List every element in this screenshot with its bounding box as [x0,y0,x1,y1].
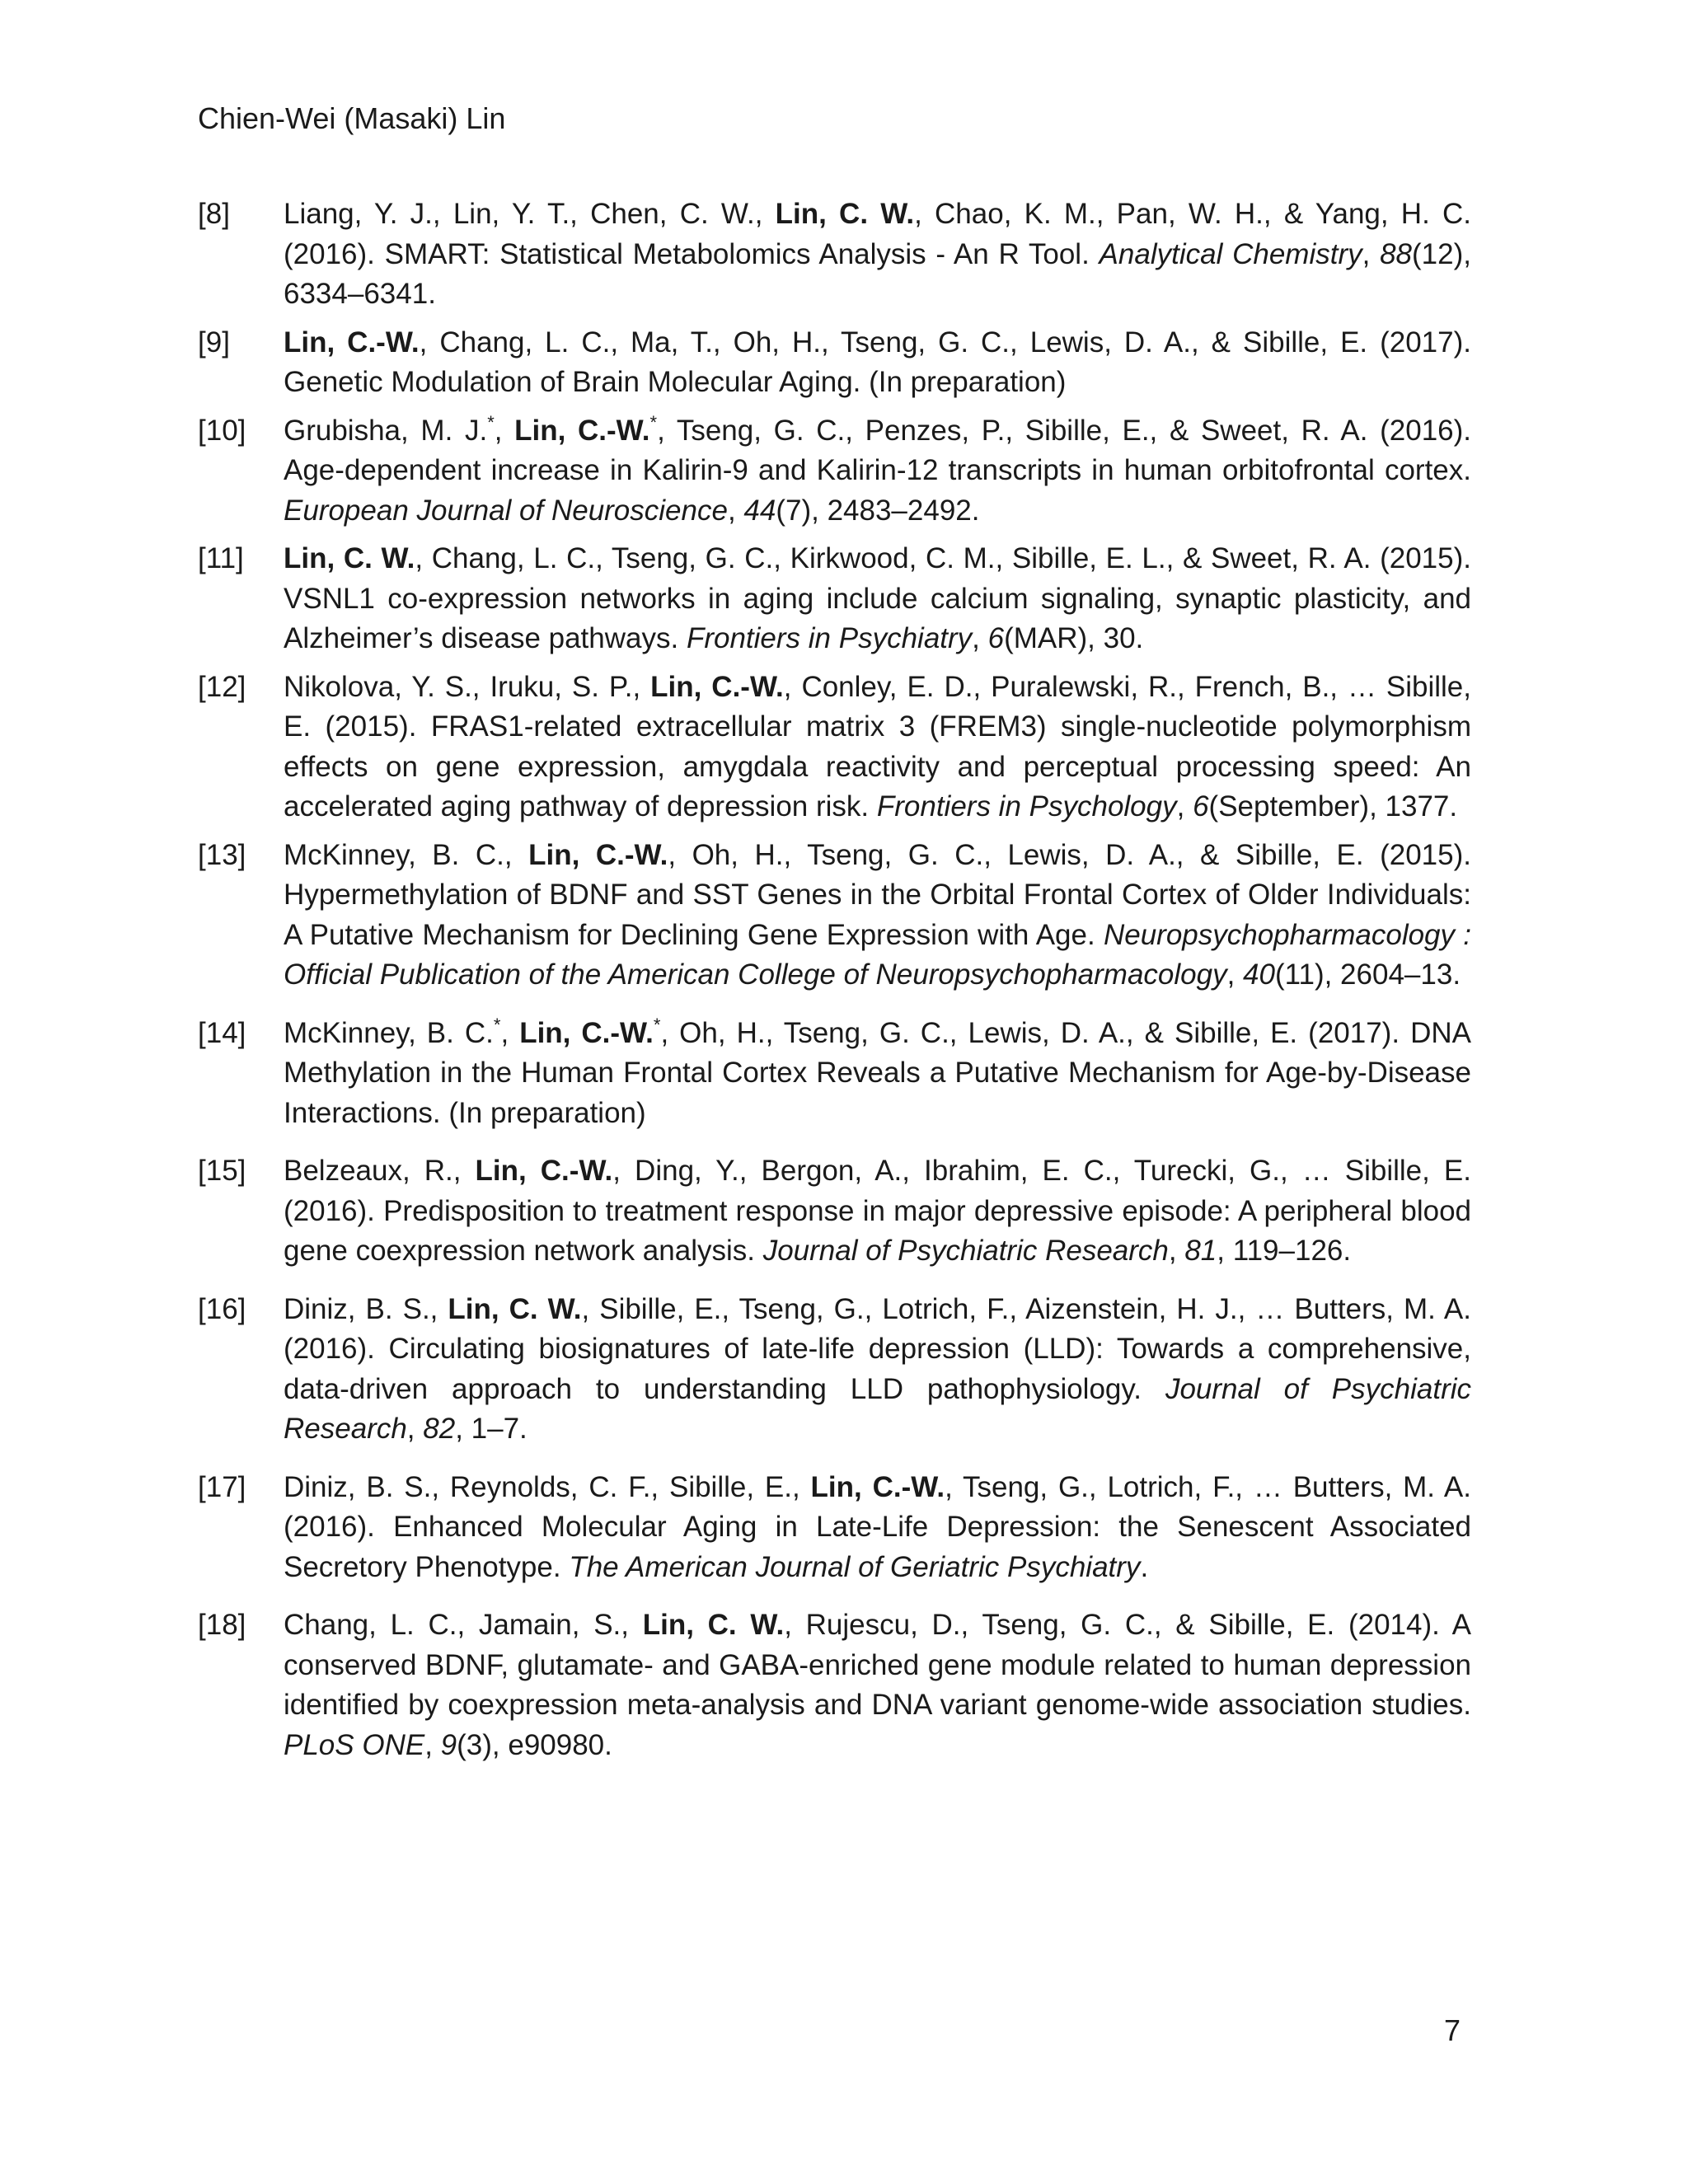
reference-number: [12] [198,670,246,703]
reference-text-segment: , [424,1728,441,1761]
author-highlight: Lin, C. W. [642,1609,785,1641]
reference-text [284,668,1471,827]
journal-title: European Journal of Neuroscience [284,494,728,527]
author-highlight: Lin, C. W. [284,542,415,574]
reference-entry [198,323,1471,403]
author-highlight: Lin, C.-W. [284,326,420,359]
journal-title: Neuropsychopharmacology : Official Publication of the American College of Neuropsychopharmacology [284,918,1471,991]
reference-entry [198,1151,1471,1272]
reference-text-segment: , [406,1413,424,1445]
journal-title: 81 [1184,1235,1217,1267]
reference-entry [198,194,1471,315]
journal-title: 88 [1380,237,1413,270]
reference-entry [198,1290,1471,1450]
author-highlight: Lin, C.-W. [810,1470,945,1503]
reference-text-segment: Liang, Y. J., Lin, Y. T., Chen, C. W., [284,198,776,230]
reference-number: [8] [198,198,230,230]
journal-title: Frontiers in Psychiatry [686,622,973,654]
reference-text [284,836,1471,996]
reference-text-segment: (7), 2483–2492. [776,494,980,527]
reference-text-segment: , [494,414,515,447]
reference-entry [198,539,1471,659]
journal-title: 40 [1243,958,1275,991]
reference-text [284,1468,1471,1588]
journal-title: PLoS ONE [284,1728,425,1761]
reference-text [284,1605,1471,1765]
reference-text-segment: (11), 2604–13. [1274,958,1461,991]
reference-text-segment: , [972,622,988,654]
reference-text-segment: , Oh, H., Tseng, G. C., Lewis, D. A., & Sibille, E. (2015). Hypermethylation of BDNF and SST Genes in the Orbital Frontal Cortex of Older Individuals: A Putative Mechanism for Declining Gene Expression with Age. [284,838,1471,951]
journal-title: Journal of Psychiatric Research [762,1235,1169,1267]
reference-entry [198,668,1471,827]
reference-text [284,1151,1471,1272]
reference-text-segment: Diniz, B. S., [284,1292,448,1325]
reference-text-segment: Nikolova, Y. S., Iruku, S. P., [284,670,651,703]
author-name-header: Chien-Wei (Masaki) Lin [198,101,506,135]
reference-text-segment: . [1140,1550,1149,1583]
reference-number: [17] [198,1470,246,1503]
reference-entry [198,411,1471,532]
author-highlight: Lin, C.-W. [475,1155,613,1187]
reference-text-segment: , Chao, K. M., Pan, W. H., & Yang, H. C. (2016). SMART: Statistical Metabolomics Analysis - An R Tool. [284,198,1472,270]
reference-text [284,411,1471,532]
author-highlight: Lin, C.-W. [650,670,784,703]
reference-entry [198,1014,1471,1134]
equal-contribution-mark: * [653,1014,661,1035]
reference-text-segment: , Rujescu, D., Tseng, G. C., & Sibille, E. (2014). A conserved BDNF, glutamate- and GABA-enriched gene module related to human depression identified by coexpression meta-analysis and DNA variant genome-wide association studies. [284,1609,1471,1721]
reference-text [284,323,1471,403]
journal-title: The American Journal of Geriatric Psychiatry [569,1550,1141,1583]
reference-number: [10] [198,414,246,447]
journal-title: 44 [743,494,776,527]
reference-list [198,194,1471,1765]
reference-text-segment: (12), 6334–6341. [284,237,1471,310]
page-number: 7 [1444,2013,1461,2047]
equal-contribution-mark: * [493,1014,501,1035]
reference-text-segment: McKinney, B. C., [284,838,529,871]
reference-text-segment: (MAR), 30. [1004,622,1144,654]
journal-title: 6 [987,622,1005,654]
reference-text-segment: , [500,1016,520,1049]
equal-contribution-mark: * [649,411,658,433]
reference-text-segment: , Chang, L. C., Tseng, G. C., Kirkwood, C. M., Sibille, E. L., & Sweet, R. A. (2015). VSNL1 co-expression networks in aging include calcium signaling, synaptic plasticity, and Alzheimer’s disease pathways. [284,542,1471,654]
reference-number: [13] [198,838,246,871]
journal-title: 82 [423,1413,456,1445]
author-highlight: Lin, C. W. [775,198,915,230]
author-highlight: Lin, C.-W. [519,1016,654,1049]
reference-text-segment: , Conley, E. D., Puralewski, R., French, B., … Sibille, E. (2015). FRAS1-related extracellular matrix 3 (FREM3) single-nucleotide polymorphism effects on gene expression, amygdala reactivity and perceptual processing speed: An accelerated aging pathway of depression risk. [284,670,1471,823]
journal-title: Frontiers in Psychology [876,790,1177,823]
journal-title: 6 [1193,790,1209,823]
reference-text-segment: (September), 1377. [1208,790,1458,823]
reference-text [284,1014,1471,1134]
reference-text-segment: (3), e90980. [457,1728,612,1761]
reference-entry [198,1605,1471,1765]
equal-contribution-mark: * [487,411,495,433]
reference-text-segment: , 119–126. [1217,1235,1352,1267]
author-highlight: Lin, C.-W. [528,838,668,871]
reference-number: [15] [198,1155,246,1187]
reference-text-segment: McKinney, B. C. [284,1016,494,1049]
reference-text-segment: Grubisha, M. J. [284,414,488,447]
reference-text-segment: , Chang, L. C., Ma, T., Oh, H., Tseng, G. C., Lewis, D. A., & Sibille, E. (2017). Genetic Modulation of Brain Molecular Aging. (In preparation) [284,326,1471,398]
reference-text-segment: , Tseng, G., Lotrich, F., … Butters, M. A. (2016). Enhanced Molecular Aging in Late-Life Depression: the Senescent Associated Secretory Phenotype. [284,1470,1471,1583]
reference-number: [9] [198,326,230,359]
reference-text-segment: , [1168,1235,1185,1267]
reference-text [284,194,1471,315]
reference-text-segment: , [1176,790,1193,823]
reference-text-segment: , Ding, Y., Bergon, A., Ibrahim, E. C., Turecki, G., … Sibille, E. (2016). Predisposition to treatment response in major depressive episode: A peripheral blood gene coexpression network analysis. [284,1155,1471,1267]
reference-text-segment: Belzeaux, R., [284,1155,476,1187]
reference-number: [14] [198,1016,246,1049]
reference-text-segment: , [1226,958,1244,991]
reference-text-segment: , Oh, H., Tseng, G. C., Lewis, D. A., & Sibille, E. (2017). DNA Methylation in the Human Frontal Cortex Reveals a Putative Mechanism for Age-by-Disease Interactions. (In preparation) [284,1016,1471,1129]
reference-text [284,1290,1471,1450]
journal-title: 9 [440,1728,457,1761]
reference-text-segment: , Sibille, E., Tseng, G., Lotrich, F., Aizenstein, H. J., … Butters, M. A. (2016). Circulating biosignatures of late-life depression (LLD): Towards a comprehensive, data-driven approach to understanding LLD pathophysiology. [284,1292,1471,1405]
reference-text-segment: , 1–7. [455,1413,528,1445]
reference-entry [198,836,1471,996]
author-highlight: Lin, C.-W. [514,414,650,447]
journal-title: Journal of Psychiatric Research [284,1372,1471,1445]
reference-text-segment: Chang, L. C., Jamain, S., [284,1609,643,1641]
reference-entry [198,1468,1471,1588]
reference-text-segment: , [727,494,744,527]
reference-number: [18] [198,1609,246,1641]
reference-number: [16] [198,1292,246,1325]
reference-text-segment: Diniz, B. S., Reynolds, C. F., Sibille, E., [284,1470,811,1503]
reference-text-segment: , Tseng, G. C., Penzes, P., Sibille, E., & Sweet, R. A. (2016). Age-dependent increase in Kalirin-9 and Kalirin-12 transcripts in human orbitofrontal cortex. [284,414,1472,486]
reference-text [284,539,1471,659]
author-highlight: Lin, C. W. [448,1292,582,1325]
journal-title: Analytical Chemistry [1099,237,1362,270]
reference-number: [11] [198,542,244,574]
reference-text-segment: , [1362,237,1381,270]
